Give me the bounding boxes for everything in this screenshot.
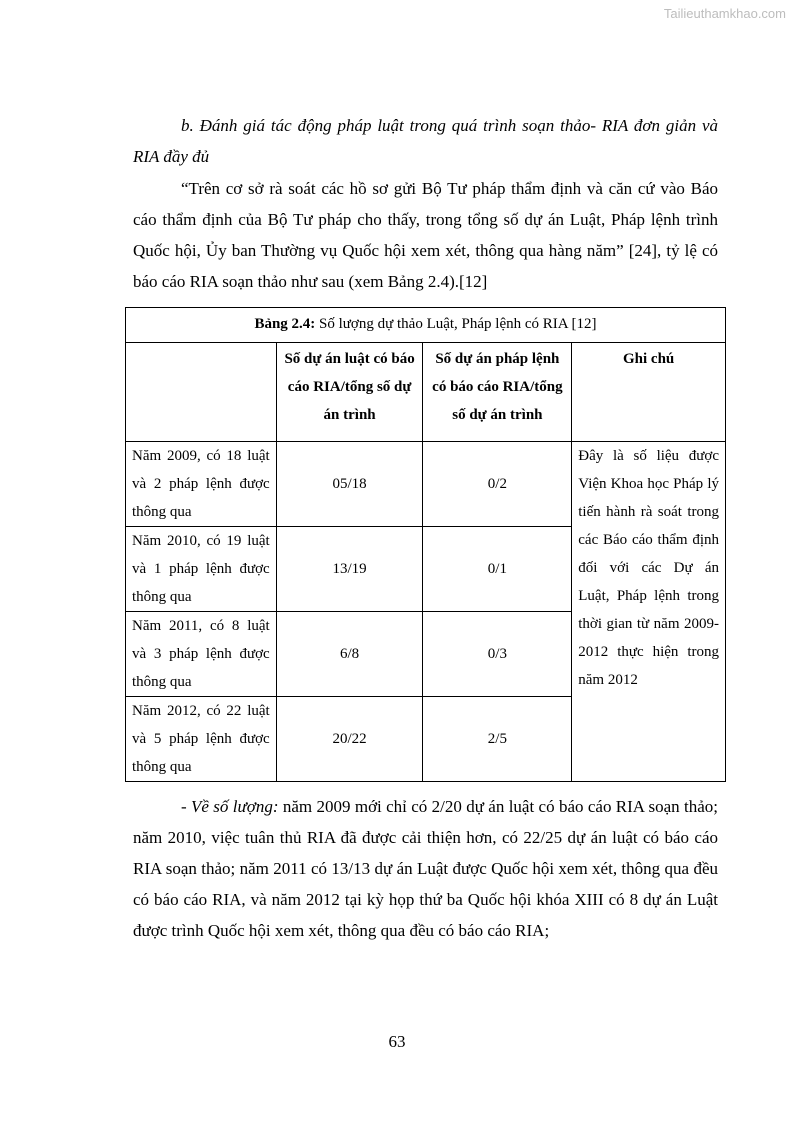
intro-paragraph: “Trên cơ sở rà soát các hồ sơ gửi Bộ Tư pháp thẩm định và căn cứ vào Báo cáo thẩm định của Bộ Tư pháp cho thấy, trong tổng số dự án Luật, Pháp lệnh trình Quốc hội, Ủy ban Thường vụ Quốc hội xem xét, thông qua hàng năm” [24], tỷ lệ có báo cáo RIA soạn thảo như sau (xem Bảng 2.4).[12]	[133, 179, 718, 291]
table-caption	[126, 308, 726, 343]
row-note: Đây là số liệu được Viện Khoa học Pháp lý tiến hành rà soát trong các Báo cáo thẩm định đối với các Dự án Luật, Pháp lệnh trong thời gian từ năm 2009-2012 thực hiện trong năm 2012	[572, 442, 726, 782]
row-year: Năm 2010, có 19 luật và 1 pháp lệnh được thông qua	[126, 527, 277, 612]
table-row	[126, 442, 726, 527]
watermark: Tailieuthamkhao.com	[663, 6, 786, 21]
header-laws: Số dự án luật có báo cáo RIA/tổng số dự án trình	[276, 343, 423, 442]
quantity-text: năm 2009 mới chỉ có 2/20 dự án luật có báo cáo RIA soạn thảo; năm 2010, việc tuân thủ RIA đã được cải thiện hơn, có 22/25 dự án luật có báo cáo RIA soạn thảo; năm 2011 có 13/13 dự án Luật được Quốc hội xem xét, thông qua đều có báo cáo RIA, và năm 2012 tại kỳ họp thứ ba Quốc hội khóa XIII có 8 dự án Luật được trình Quốc hội xem xét, thông qua đều có báo cáo RIA;	[133, 797, 719, 940]
row-ordinances: 0/3	[423, 612, 572, 697]
section-heading: b. Đánh giá tác động pháp luật trong quá trình soạn thảo- RIA đơn giản và RIA đầy đủ	[133, 116, 718, 166]
row-year: Năm 2009, có 18 luật và 2 pháp lệnh được thông qua	[126, 442, 277, 527]
header-empty	[126, 343, 277, 442]
ria-table	[125, 307, 726, 782]
header-ordinances: Số dự án pháp lệnh có báo cáo RIA/tổng số dự án trình	[423, 343, 572, 442]
row-laws: 05/18	[276, 442, 423, 527]
table-caption-text: Số lượng dự thảo Luật, Pháp lệnh có RIA [12]	[315, 316, 597, 332]
table-caption-label: Bảng 2.4:	[254, 316, 316, 332]
row-ordinances: 2/5	[423, 697, 572, 782]
row-ordinances: 0/1	[423, 527, 572, 612]
row-laws: 6/8	[276, 612, 423, 697]
table-caption-row	[126, 308, 726, 343]
quantity-label: - Về số lượng:	[181, 797, 279, 816]
table-header-row	[126, 343, 726, 442]
row-year: Năm 2012, có 22 luật và 5 pháp lệnh được thông qua	[126, 697, 277, 782]
row-ordinances: 0/2	[423, 442, 572, 527]
row-laws: 20/22	[276, 697, 423, 782]
row-laws: 13/19	[276, 527, 423, 612]
quantity-paragraph	[133, 791, 718, 946]
row-year: Năm 2011, có 8 luật và 3 pháp lệnh được thông qua	[126, 612, 277, 697]
header-notes: Ghi chú	[572, 343, 726, 442]
page-number: 63	[388, 1032, 406, 1051]
